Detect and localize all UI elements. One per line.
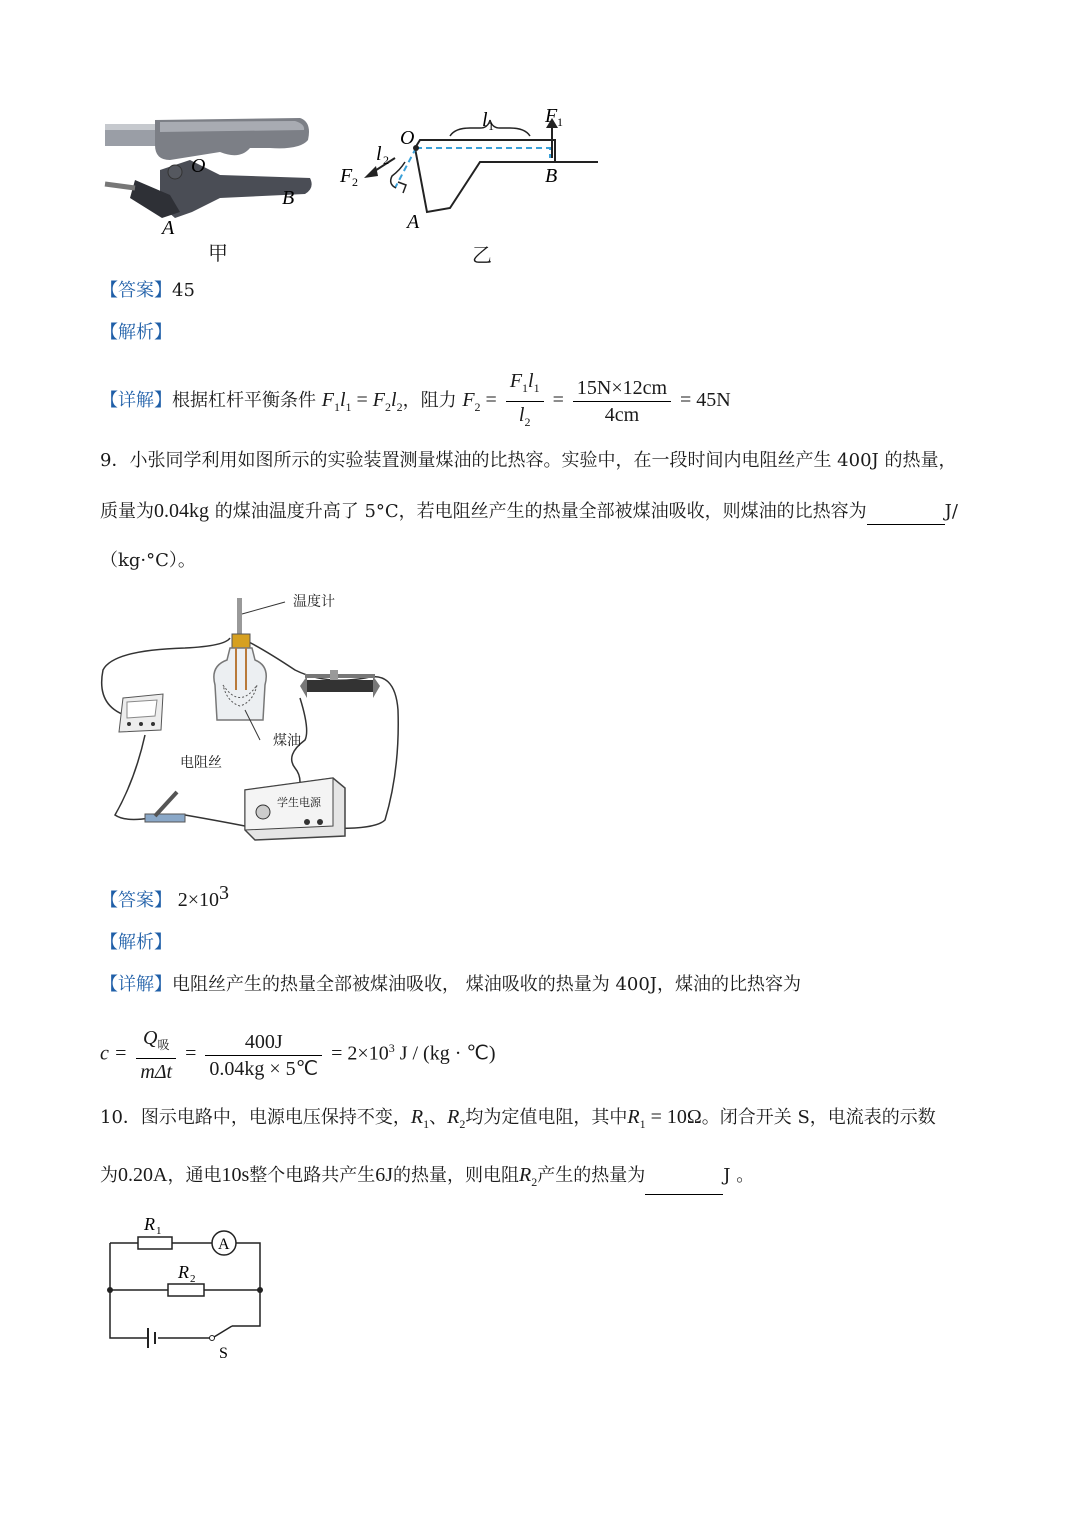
rheostat [300, 670, 380, 698]
switch-symbol [214, 1326, 232, 1337]
q9-analysis-tag: 【解析】 [100, 932, 172, 953]
label-l1: l [482, 109, 488, 131]
q9-line1: 9．小张同学利用如图所示的实验装置测量煤油的比热容。实验中，在一段时间内电阻丝产生 400J 的热量， [100, 450, 957, 471]
answer-value: 45 [172, 280, 195, 301]
eq-result: = 2×10 [331, 1042, 389, 1065]
label-B-right: B [545, 165, 558, 187]
eq-mdt: mΔt [140, 1061, 173, 1084]
lever-balance-eq: $F_1l_1 = F_2l_2$ [321, 389, 403, 415]
label-l2: l [376, 143, 382, 165]
label-F1-sub: 1 [557, 115, 563, 129]
eq-unit: J / (kg · ℃) [399, 1042, 496, 1065]
label-l1-sub: 1 [488, 119, 494, 133]
q9-l2b: 的煤油温度升高了 5°C，若电阻丝产生的热量全部被煤油吸收，则煤油的比热容为 [209, 501, 867, 522]
q9-line2 [100, 498, 958, 525]
circuit-R2: R [178, 1262, 189, 1282]
caption-yi: 乙 [472, 243, 492, 267]
q10-r-val: = 10Ω [650, 1106, 702, 1128]
q10-unit: J 。 [723, 1165, 755, 1186]
q10-l2b: ，通电 [167, 1165, 222, 1186]
q10-line1: 10．图示电路中，电源电压保持不变，$R_1$、$R_2$均为定值电阻，其中$R_1 = 10\Omega$。闭合开关 S，电流表的示数 [100, 1106, 936, 1131]
label-l2-sub: 2 [383, 153, 389, 167]
detail-text: 根据杠杆平衡条件 [172, 390, 316, 412]
eq-c: c = [100, 1042, 128, 1065]
q9-detail-tag: 【详解】 [100, 974, 172, 995]
q10-l2c: 整个电路共产生 [249, 1165, 376, 1186]
q9-equation: c = $\frac{Q_吸}{\text{mΔt}}$ = $\frac{400J}{0.04kg \times 5℃}$ = $2\times 10^3$ J / (kg · ℃) [100, 1027, 496, 1084]
battery-symbol [148, 1328, 155, 1348]
switch [145, 792, 185, 822]
q9-unit: J/ [944, 501, 958, 522]
q9-answer-exp: 3 [219, 882, 230, 904]
label-kerosene: 煤油 [273, 733, 301, 749]
q10-l1c: 。闭合开关 S，电流表的示数 [701, 1107, 936, 1128]
q9-detail [100, 972, 801, 998]
q9-l2a: 质量为 [100, 501, 154, 522]
circuit-R2-sub: 2 [190, 1273, 196, 1285]
lever-figure [100, 100, 610, 270]
q9-answer [100, 880, 229, 914]
q9-answer-tag: 【答案】 [100, 890, 172, 911]
q10-l2a: 为 [100, 1165, 118, 1186]
label-F2-sub: 2 [352, 175, 358, 189]
q8-answer [100, 278, 195, 304]
q9-detail-text: 电阻丝产生的热量全部被煤油吸收， 煤油吸收的热量为 400J，煤油的比热容为 [172, 974, 802, 995]
q10-heat: 6J [375, 1164, 394, 1186]
label-A-right: A [407, 211, 420, 233]
q10-line2: 为0.20A，通电10s整个电路共产生6J的热量，则电阻$R_2$产生的热量为 J 。 [100, 1162, 754, 1195]
answer-tag: 【答案】 [100, 280, 172, 301]
q10-l2d: 的热量，则电阻 [393, 1165, 520, 1186]
circuit-A: A [218, 1236, 230, 1253]
eq-num: 400J [205, 1029, 322, 1056]
caption-jia: 甲 [208, 241, 228, 265]
q10-l2e: 产生的热量为 [537, 1165, 646, 1186]
q8-analysis-tag: 【解析】 [100, 322, 172, 343]
resistance-eq: $F_2$ = $\frac{F_1l_1}{l_2}$ = $\frac{15N\times 12cm}{4cm}$ = 45N [462, 370, 731, 429]
label-thermometer: 温度计 [293, 594, 335, 610]
q10-current: 0.20A [118, 1164, 168, 1186]
heating-apparatus-figure [95, 590, 405, 850]
label-F2: F [340, 165, 353, 187]
eq-q: Q [143, 1027, 158, 1050]
q9-answer-value: 2×10 [177, 889, 220, 911]
label-resistance-wire: 电阻丝 [180, 755, 222, 771]
q10-l1b: 均为定值电阻，其中 [465, 1107, 628, 1128]
q8-detail [100, 368, 731, 429]
label-power-supply: 学生电源 [277, 796, 321, 809]
q9-line3: （kg·°C）。 [100, 550, 196, 571]
q10-answer-blank[interactable] [645, 1176, 723, 1195]
q10-time: 10s [221, 1164, 250, 1186]
q8-num: 15N×12cm [573, 375, 671, 402]
eq-q-sub: 吸 [157, 1038, 170, 1053]
circuit-R1-sub: 1 [156, 1225, 162, 1237]
q9-mass: 0.04kg [154, 500, 209, 522]
circuit-R1: R [144, 1214, 155, 1234]
q8-den: 4cm [604, 404, 640, 426]
circuit-S: S [219, 1345, 228, 1362]
q10-l1a: 10．图示电路中，电源电压保持不变， [100, 1107, 411, 1128]
resistor-r1 [138, 1237, 172, 1249]
q8-result: = 45N [680, 389, 731, 412]
eq-result-exp: 3 [388, 1041, 395, 1055]
detail-tag: 【详解】 [100, 390, 172, 412]
eq-den: 0.04kg × 5℃ [209, 1057, 319, 1080]
label-O-right: O [400, 127, 415, 149]
brake-lever-photo [105, 118, 312, 218]
label-B-left: B [282, 187, 295, 209]
label-O-left: O [191, 155, 206, 177]
label-A-left: A [162, 217, 175, 239]
detail-mid: ，阻力 [402, 390, 457, 412]
circuit-diagram [100, 1208, 280, 1368]
resistor-r2 [168, 1284, 204, 1296]
ammeter [119, 694, 163, 732]
q9-answer-blank[interactable] [867, 506, 945, 525]
label-F1: F [545, 105, 558, 127]
